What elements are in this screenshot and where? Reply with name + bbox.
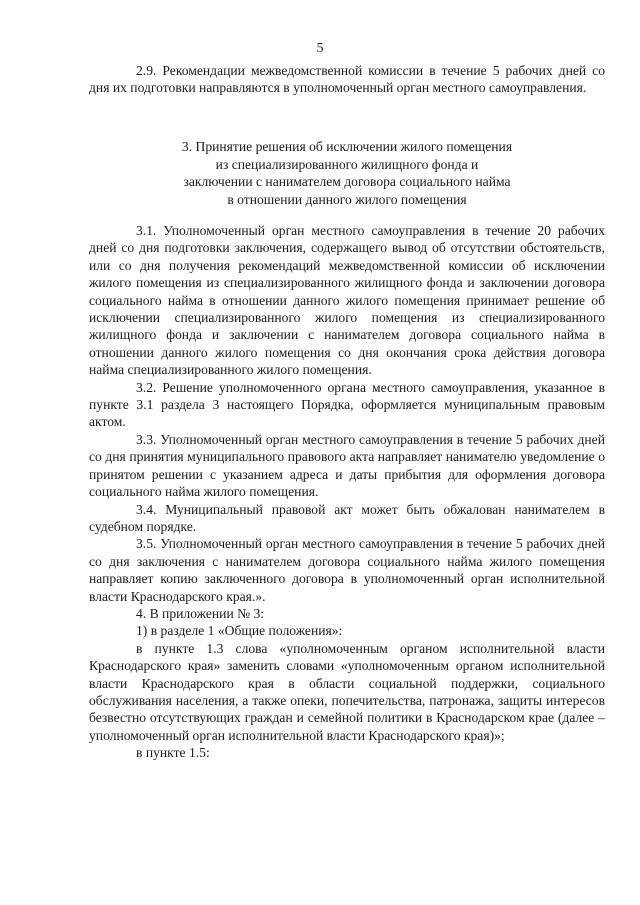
paragraph-3-4: 3.4. Муниципальный правовой акт может быть обжалован нанимателем в судебном порядке.	[89, 501, 605, 534]
paragraph-4-item-1: 1) в разделе 1 «Общие положения»:	[136, 623, 343, 639]
paragraph-block-2-9	[89, 62, 605, 97]
paragraph-3-3: 3.3. Уполномоченный орган местного самоуправления в течение 5 рабочих дней со дня принятия муниципального правового акта направляет нанимателю уведомление о принятом решении с указанием адреса и даты прибытия для оформления договора социального найма жилого помещения.	[89, 431, 605, 500]
page-number: 5	[316, 41, 324, 56]
section-3-body	[89, 222, 605, 762]
section-3-heading-line-4: в отношении данного жилого помещения	[227, 191, 467, 207]
paragraph-1-5: в пункте 1.5:	[136, 745, 210, 761]
paragraph-4: 4. В приложении № 3:	[136, 605, 265, 621]
paragraph-3-1: 3.1. Уполномоченный орган местного самоуправления в течение 20 рабочих дней со дня подготовки заключения, содержащего вывод об отсутствии обстоятельств, или со дня получения рекомендаций межведомственной комиссии об исключении жилого помещения из специализированного жилищного фонда и заключении договора социального найма в отношении данного жилого помещения принимает решение об исключении специализированного жилого помещения из специализированного жилищного фонда и заключении с нанимателем договора социального найма в отношении данного жилого помещения со дня окончания срока действия договора найма специализированного жилого помещения.	[89, 223, 605, 378]
paragraph-3-5: 3.5. Уполномоченный орган местного самоуправления в течение 5 рабочих дней со дня заключения с нанимателем договора социального найма жилого помещения направляет копию заключенного договора в уполномоченный орган исполнительной власти Краснодарского края.».	[89, 536, 605, 604]
paragraph-2-9: 2.9. Рекомендации межведомственной комиссии в течение 5 рабочих дней со дня их подготовки направляются в уполномоченный орган местного самоуправления.	[89, 63, 605, 96]
section-3-heading-line-3: заключении с нанимателем договора социального найма	[183, 174, 511, 190]
section-3-heading-line-2: из специализированного жилищного фонда и	[215, 156, 479, 172]
section-3-heading	[89, 138, 605, 208]
section-3-heading-line-1: 3. Принятие решения об исключении жилого помещения	[181, 139, 513, 154]
paragraph-3-2: 3.2. Решение уполномоченного органа местного самоуправления, указанное в пункте 3.1 раздела 3 настоящего Порядка, оформляется муниципальным правовым актом.	[89, 379, 605, 430]
paragraph-1-3: в пункте 1.3 слова «уполномоченным органом исполнительной власти Краснодарского края» заменить словами «уполномоченным органом исполнительной власти Краснодарского края в области социальной поддержки, социального обслуживания населения, а также опеки, попечительства, патронажа, защиты интересов безвестно отсутствующих граждан и семейной политики в Краснодарском крае (далее – уполномоченный орган исполнительной власти Краснодарского края)»;	[89, 640, 605, 743]
